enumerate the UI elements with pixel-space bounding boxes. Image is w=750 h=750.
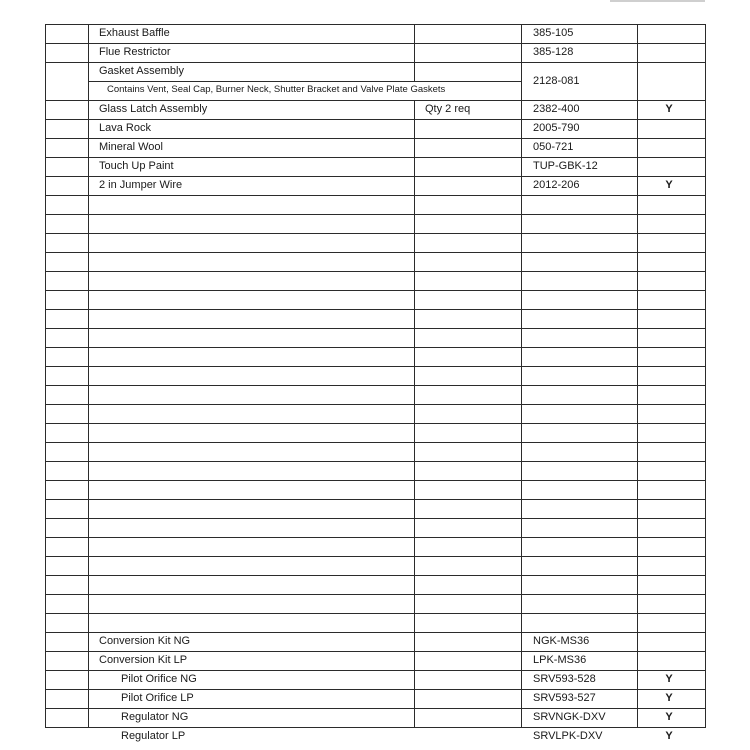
part-description: Regulator LP — [121, 730, 186, 742]
row-divider — [45, 214, 705, 215]
row-divider — [45, 613, 705, 614]
part-number: 385-105 — [533, 27, 574, 39]
part-note: Contains Vent, Seal Cap, Burner Neck, Shutter Bracket and Valve Plate Gaskets — [107, 84, 446, 95]
row-divider — [45, 233, 705, 234]
part-description: Pilot Orifice LP — [121, 692, 194, 704]
row-divider — [45, 594, 705, 595]
part-quantity: Qty 2 req — [425, 103, 471, 115]
row-divider — [45, 404, 705, 405]
row-divider — [45, 575, 705, 576]
part-description: Flue Restrictor — [99, 46, 171, 58]
row-divider — [45, 480, 705, 481]
top-edge-shade — [610, 0, 705, 2]
row-divider — [45, 518, 705, 519]
part-description: Glass Latch Assembly — [99, 103, 208, 115]
part-number: TUP-GBK-12 — [533, 160, 598, 172]
part-description: Regulator NG — [121, 711, 189, 723]
row-divider — [45, 347, 705, 348]
part-number: 2012-206 — [533, 179, 580, 191]
part-description: Touch Up Paint — [99, 160, 174, 172]
row-divider — [45, 461, 705, 462]
part-number: SRV593-528 — [533, 673, 596, 685]
part-description: Pilot Orifice NG — [121, 673, 197, 685]
row-divider — [45, 423, 705, 424]
part-number: 385-128 — [533, 46, 574, 58]
row-divider — [45, 385, 705, 386]
part-flag: Y — [665, 692, 673, 704]
column-divider — [521, 24, 522, 728]
row-divider — [45, 442, 705, 443]
part-number: SRVLPK-DXV — [533, 730, 603, 742]
part-description: Mineral Wool — [99, 141, 163, 153]
part-flag: Y — [665, 711, 673, 723]
part-number: 050-721 — [533, 141, 574, 153]
row-divider — [45, 328, 705, 329]
part-number: LPK-MS36 — [533, 654, 587, 666]
row-divider — [45, 556, 705, 557]
row-divider — [45, 309, 705, 310]
row-divider — [45, 499, 705, 500]
part-flag: Y — [665, 179, 673, 191]
row-divider — [45, 366, 705, 367]
column-divider — [88, 24, 89, 728]
part-flag: Y — [665, 673, 673, 685]
column-divider — [637, 24, 638, 728]
row-divider — [45, 252, 705, 253]
part-description: Conversion Kit NG — [99, 635, 191, 647]
part-number: 2128-081 — [533, 74, 580, 87]
part-number: SRVNGK-DXV — [533, 711, 606, 723]
part-flag: Y — [665, 103, 673, 115]
part-number: 2005-790 — [533, 122, 580, 134]
row-divider — [45, 290, 705, 291]
column-divider — [705, 24, 706, 728]
part-number: SRV593-527 — [533, 692, 596, 704]
part-description: Gasket Assembly — [99, 65, 184, 77]
column-divider — [414, 100, 415, 728]
part-description: Conversion Kit LP — [99, 654, 188, 666]
part-flag: Y — [665, 730, 673, 742]
column-divider — [45, 24, 46, 728]
part-description: Exhaust Baffle — [99, 27, 170, 39]
part-number: NGK-MS36 — [533, 635, 590, 647]
row-divider — [45, 271, 705, 272]
part-description: Lava Rock — [99, 122, 151, 134]
row-divider — [45, 537, 705, 538]
part-number: 2382-400 — [533, 103, 580, 115]
row-divider — [45, 195, 705, 196]
part-description: 2 in Jumper Wire — [99, 179, 183, 191]
column-divider — [414, 24, 415, 81]
